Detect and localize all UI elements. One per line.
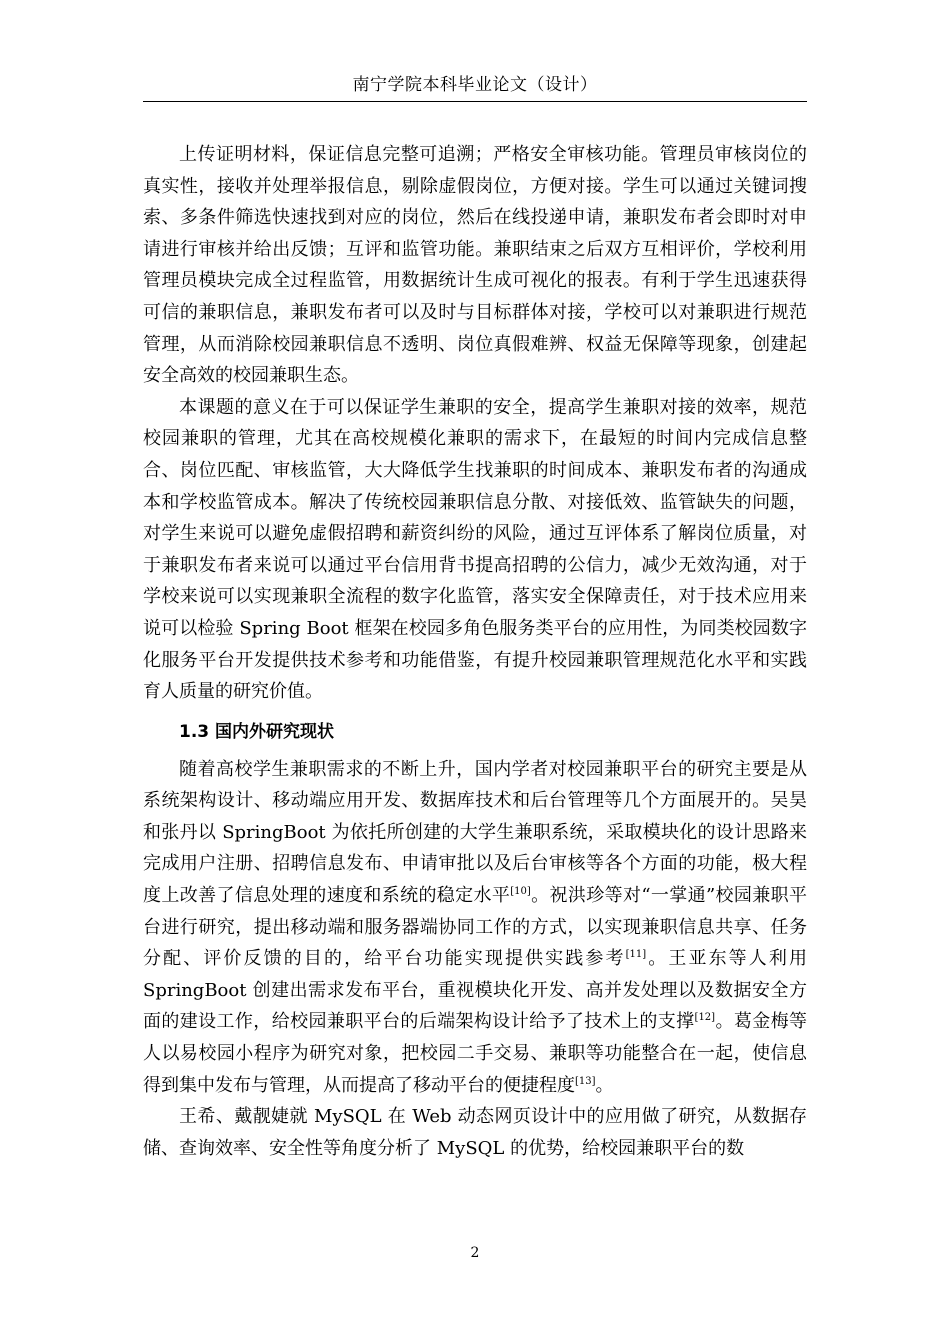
running-header: 南宁学院本科毕业论文（设计）: [352, 75, 598, 95]
citation: [13]: [575, 1075, 596, 1087]
paragraph-text: 随着高校学生兼职需求的不断上升，国内学者对校园兼职平台的研究主要是从系统架构设计、移动端应用开发、数据库技术和后台管理等几个方面展开的。吴昊和张丹以 SpringBoot 为依托所创建的大学生兼职系统，采取模块化的设计思路来完成用户注册、招聘信息发布、申请审批以及后台审核等各个方面的功能，极大程度上改善了信息处理的速度和系统的稳定水平: [143, 758, 807, 907]
paragraph: 本课题的意义在于可以保证学生兼职的安全，提高学生兼职对接的效率，规范校园兼职的管理，尤其在高校规模化兼职的需求下，在最短的时间内完成信息整合、岗位匹配、审核监管，大大降低学生找兼职的时间成本、兼职发布者的沟通成本和学校监管成本。解决了传统校园兼职信息分散、对接低效、监管缺失的问题，对学生来说可以避免虚假招聘和薪资纠纷的风险，通过互评体系了解岗位质量，对于兼职发布者来说可以通过平台信用背书提高招聘的公信力，减少无效沟通，对于学校来说可以实现兼职全流程的数字化监管，落实安全保障责任，对于技术应用来说可以检验 Spring Boot 框架在校园多角色服务类平台的应用性，为同类校园数字化服务平台开发提供技术参考和功能借鉴，有提升校园兼职管理规范化水平和实践育人质量的研究价值。: [143, 396, 807, 703]
paragraph-text: 。: [595, 1074, 614, 1096]
body-text: [143, 139, 807, 1164]
citation: [10]: [510, 886, 531, 898]
header-rule: [143, 101, 807, 102]
paragraph: 上传证明材料，保证信息完整可追溯；严格安全审核功能。管理员审核岗位的真实性，接收并处理举报信息，剔除虚假岗位，方便对接。学生可以通过关键词搜索、多条件筛选快速找到对应的岗位，然后在线投递申请，兼职发布者会即时对申请进行审核并给出反馈；互评和监管功能。兼职结束之后双方互相评价，学校利用管理员模块完成全过程监管，用数据统计生成可视化的报表。有利于学生迅速获得可信的兼职信息，兼职发布者可以及时与目标群体对接，学校可以对兼职进行规范管理，从而消除校园兼职信息不透明、岗位真假难辨、权益无保障等现象，创建起安全高效的校园兼职生态。: [143, 144, 807, 387]
paragraph-text: 。王亚东等人利用 SpringBoot 创建出需求发布平台，重视模块化开发、高并发处理以及数据安全方面的建设工作，给校园兼职平台的后端架构设计给予了技术上的支撑: [143, 948, 808, 1033]
citation: [11]: [625, 949, 647, 961]
paragraph-text: 。祝洪珍等对“一掌通”校园兼职平台进行研究，提出移动端和服务器端协同工作的方式，以实现兼职信息共享、任务分配、评价反馈的目的，给平台功能实现提供实践参考: [143, 885, 808, 970]
page-number: 2: [470, 1245, 480, 1261]
paragraph-text: 。葛金梅等人以易校园小程序为研究对象，把校园二手交易、兼职等功能整合在一起，使信息得到集中发布与管理，从而提高了移动平台的便捷程度: [143, 1011, 808, 1096]
paragraph: [143, 754, 807, 1102]
citation: [12]: [694, 1012, 716, 1024]
paragraph: 王希、戴靓婕就 MySQL 在 Web 动态网页设计中的应用做了研究，从数据存储、查询效率、安全性等角度分析了 MySQL 的优势，给校园兼职平台的数: [143, 1106, 807, 1159]
section-heading: 1.3 国内外研究现状: [179, 721, 335, 742]
